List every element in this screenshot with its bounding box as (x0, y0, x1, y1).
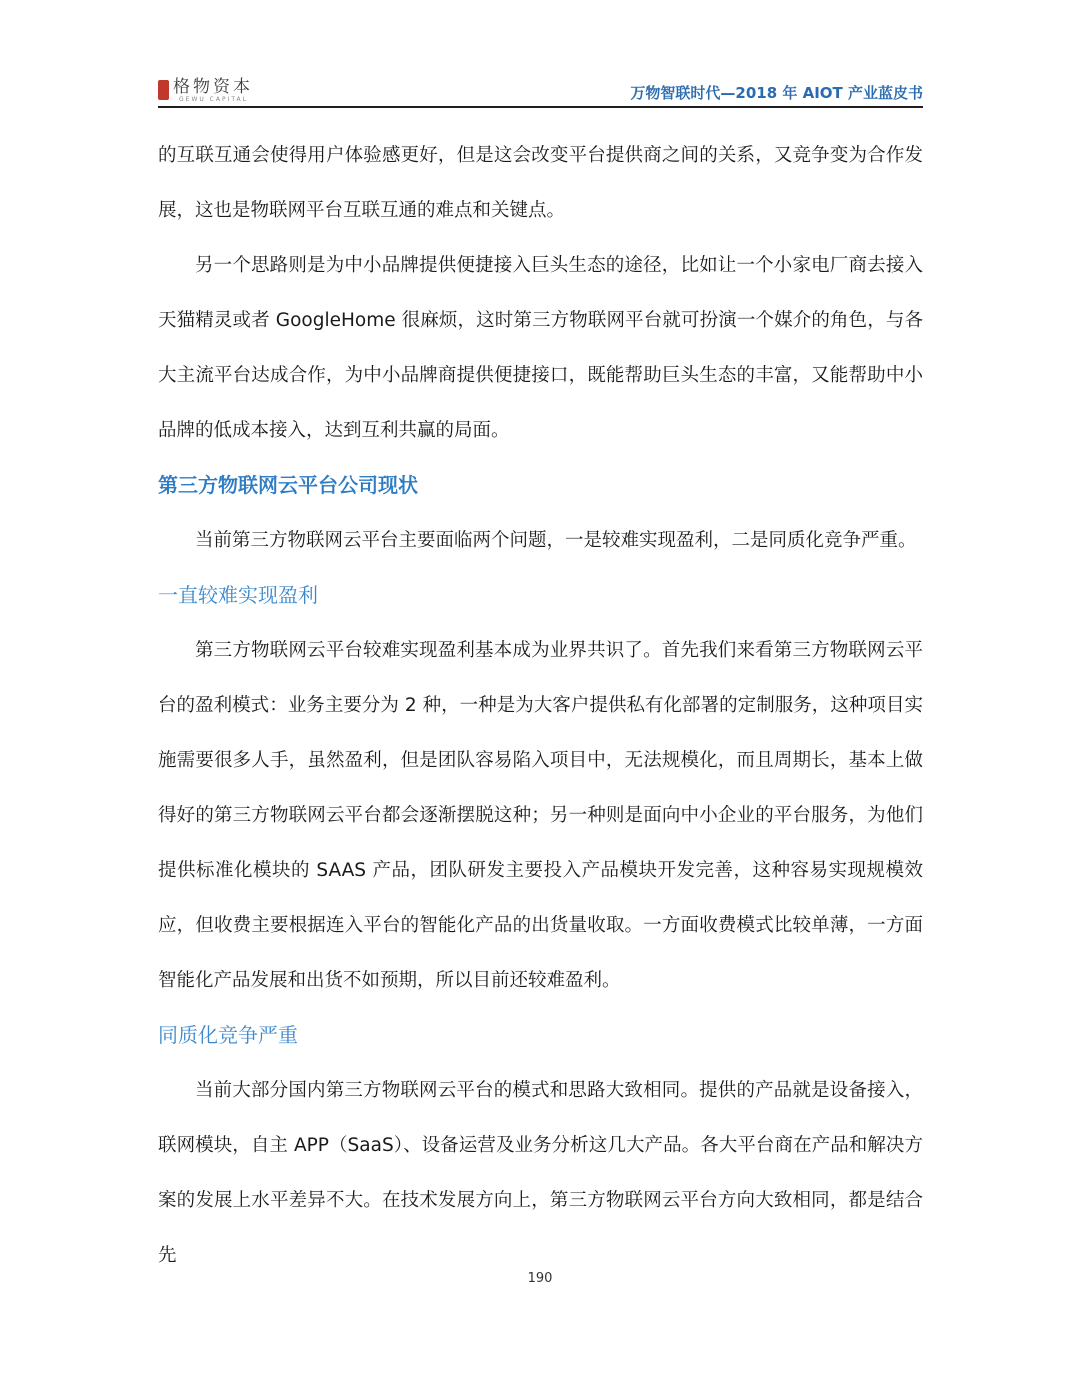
logo-seal-icon (158, 80, 169, 100)
paragraph-interconnection: 的互联互通会使得用户体验感更好，但是这会改变平台提供商之间的关系，又竞争变为合作发展，这也是物联网平台互联互通的难点和关键点。 (158, 145, 923, 221)
subheading-profitability: 一直较难实现盈利 (158, 583, 318, 607)
paragraph-homogeneous-competition: 当前大部分国内第三方物联网云平台的模式和思路大致相同。提供的产品就是设备接入，联网模块，自主 APP（SaaS）、设备运营及业务分析这几大产品。各大平台商在产品和解决方案的发展上水平差异不大。在技术发展方向上，第三方物联网云平台方向大致相同，都是结合先 (158, 1080, 923, 1266)
document-title: 万物智联时代—2018 年 AIOT 产业蓝皮书 (630, 84, 923, 102)
paragraph-profitability: 第三方物联网云平台较难实现盈利基本成为业界共识了。首先我们来看第三方物联网云平台的盈利模式：业务主要分为 2 种，一种是为大客户提供私有化部署的定制服务，这种项目实施需要很多人手，虽然盈利，但是团队容易陷入项目中，无法规模化，而且周期长，基本上做得好的第三方物联网云平台都会逐渐摆脱这种；另一种则是面向中小企业的平台服务，为他们提供标准化模块的 SAAS 产品，团队研发主要投入产品模块开发完善，这种容易实现规模效应，但收费主要根据连入平台的智能化产品的出货量收取。一方面收费模式比较单薄，一方面智能化产品发展和出货不如预期，所以目前还较难盈利。 (158, 640, 923, 991)
logo-name: 格物资本 (173, 77, 253, 97)
page-header (158, 72, 923, 108)
page-number: 190 (527, 1271, 553, 1286)
subheading-homogeneous-competition: 同质化竞争严重 (158, 1023, 298, 1047)
paragraph-alternative-approach: 另一个思路则是为中小品牌提供便捷接入巨头生态的途径，比如让一个小家电厂商去接入天猫精灵或者 GoogleHome 很麻烦，这时第三方物联网平台就可扮演一个媒介的角色，与各大主流平台达成合作，为中小品牌商提供便捷接口，既能帮助巨头生态的丰富，又能帮助中小品牌的低成本接入，达到互利共赢的局面。 (158, 255, 923, 441)
page-content (158, 128, 923, 1283)
section-heading: 第三方物联网云平台公司现状 (158, 473, 418, 497)
paragraph-current-problems: 当前第三方物联网云平台主要面临两个问题，一是较难实现盈利，二是同质化竞争严重。 (195, 530, 917, 551)
logo-subtitle: GEWU CAPITAL (179, 96, 248, 103)
gewu-capital-logo (158, 78, 253, 104)
